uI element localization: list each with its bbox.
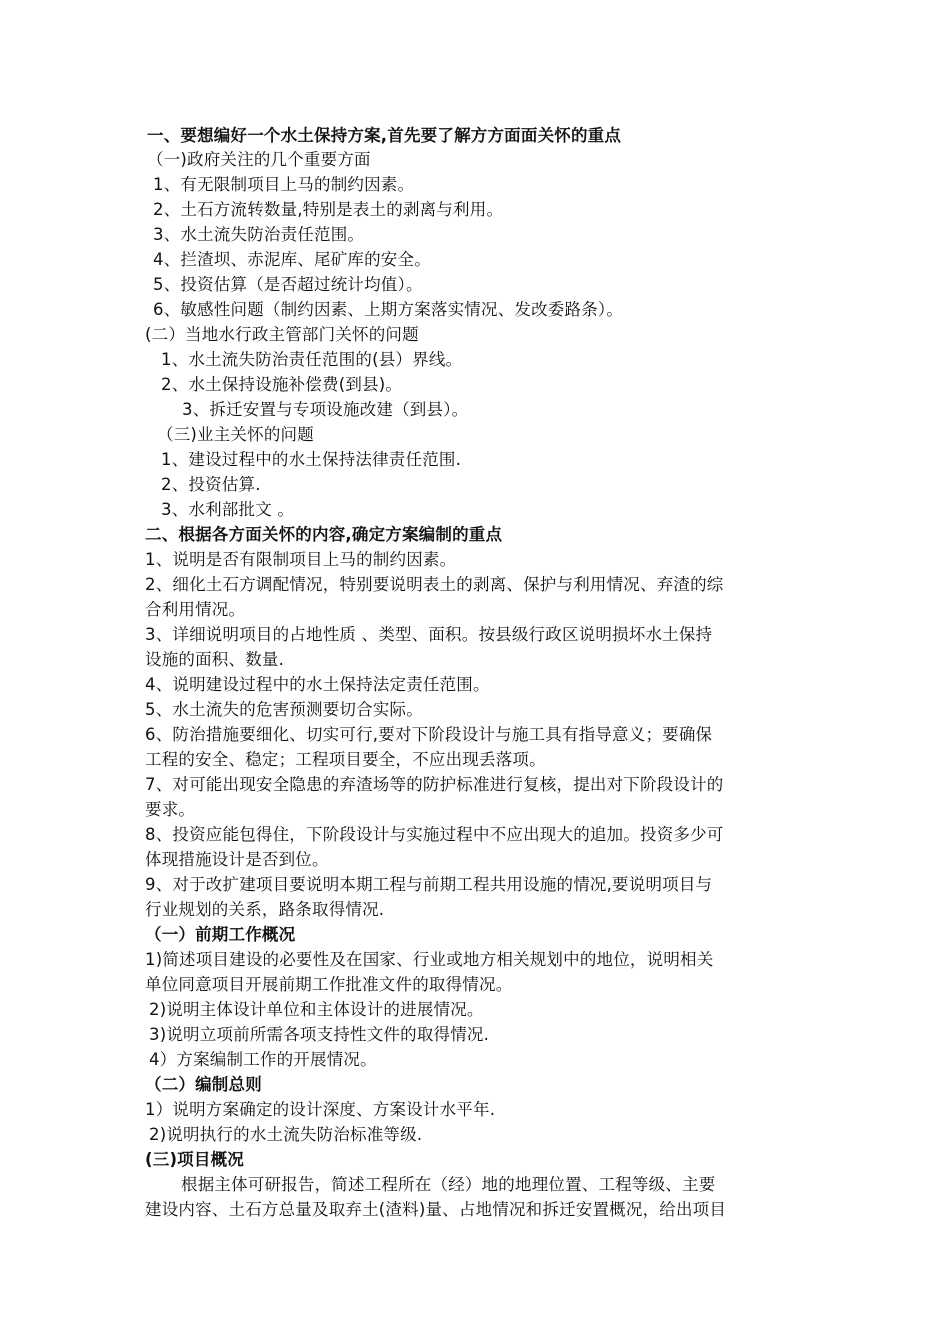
list-item: 3、拆迁安置与专项设施改建（到县）。 xyxy=(182,400,469,419)
paragraph-line: 设施的面积、数量. xyxy=(145,650,285,669)
paragraph-line: 3、详细说明项目的占地性质 、类型、面积。按县级行政区说明损坏水土保持 xyxy=(145,625,713,644)
list-item: 2、投资估算. xyxy=(161,475,261,494)
paragraph-line: 1)简述项目建设的必要性及在国家、行业或地方相关规划中的地位，说明相关 xyxy=(145,950,714,969)
list-item: 3、水利部批文 。 xyxy=(161,500,295,519)
paragraph-line: 行业规划的关系，路条取得情况. xyxy=(145,900,385,919)
paragraph-line: 根据主体可研报告，简述工程所在（经）地的地理位置、工程等级、主要 xyxy=(181,1175,716,1194)
paragraph-line: 2)说明执行的水土流失防治标准等级. xyxy=(149,1125,423,1144)
list-item: 5、投资估算（是否超过统计均值）。 xyxy=(153,275,423,294)
paragraph-line: 2、细化土石方调配情况，特别要说明表土的剥离、保护与利用情况、弃渣的综 xyxy=(145,575,724,594)
paragraph-line: 7、对可能出现安全隐患的弃渣场等的防护标准进行复核，提出对下阶段设计的 xyxy=(145,775,724,794)
list-item: 1、建设过程中的水土保持法律责任范围. xyxy=(161,450,462,469)
paragraph-line: 4、说明建设过程中的水土保持法定责任范围。 xyxy=(145,675,490,694)
list-item: 1、有无限制项目上马的制约因素。 xyxy=(153,175,415,194)
section-heading-1: 一、要想编好一个水土保持方案,首先要了解方方面面关怀的重点 xyxy=(147,126,622,145)
paragraph-line: 9、对于改扩建项目要说明本期工程与前期工程共用设施的情况,要说明项目与 xyxy=(145,875,713,894)
paragraph-line: 1、说明是否有限制项目上马的制约因素。 xyxy=(145,550,457,569)
list-item: 3、水土流失防治责任范围。 xyxy=(153,225,365,244)
paragraph-line: 工程的安全、稳定；工程项目要全，不应出现丢落项。 xyxy=(145,750,546,769)
paragraph-line: 建设内容、土石方总量及取弃土(渣料)量、占地情况和拆迁安置概况，给出项目 xyxy=(145,1200,727,1219)
subsection-heading-bold: （二）编制总则 xyxy=(145,1075,262,1094)
paragraph-line: 8、投资应能包得住，下阶段设计与实施过程中不应出现大的追加。投资多少可 xyxy=(145,825,724,844)
paragraph-line: 体现措施设计是否到位。 xyxy=(145,850,329,869)
paragraph-line: 要求。 xyxy=(145,800,196,819)
subsection-heading-bold: (三)项目概况 xyxy=(145,1150,244,1169)
paragraph-line: 5、水土流失的危害预测要切合实际。 xyxy=(145,700,423,719)
paragraph-line: 单位同意项目开展前期工作批准文件的取得情况。 xyxy=(145,975,513,994)
subsection-heading: （一)政府关注的几个重要方面 xyxy=(147,150,371,169)
paragraph-line: 合利用情况。 xyxy=(145,600,246,619)
list-item: 2、土石方流转数量,特别是表土的剥离与利用。 xyxy=(153,200,504,219)
list-item: 1、水土流失防治责任范围的(县）界线。 xyxy=(161,350,463,369)
paragraph-line: 3)说明立项前所需各项支持性文件的取得情况. xyxy=(149,1025,490,1044)
paragraph-line: 6、防治措施要细化、切实可行,要对下阶段设计与施工具有指导意义；要确保 xyxy=(145,725,713,744)
subsection-heading: (二）当地水行政主管部门关怀的问题 xyxy=(145,325,419,344)
subsection-heading: （三)业主关怀的问题 xyxy=(157,425,314,444)
paragraph-line: 1）说明方案确定的设计深度、方案设计水平年. xyxy=(145,1100,496,1119)
paragraph-line: 2)说明主体设计单位和主体设计的进展情况。 xyxy=(149,1000,484,1019)
subsection-heading-bold: （一）前期工作概况 xyxy=(145,925,296,944)
section-heading-2: 二、根据各方面关怀的内容,确定方案编制的重点 xyxy=(145,525,503,544)
list-item: 6、敏感性问题（制约因素、上期方案落实情况、发改委路条）。 xyxy=(153,300,624,319)
list-item: 4、拦渣坝、赤泥库、尾矿库的安全。 xyxy=(153,250,431,269)
paragraph-line: 4）方案编制工作的开展情况。 xyxy=(149,1050,377,1069)
list-item: 2、水土保持设施补偿费(到县)。 xyxy=(161,375,403,394)
